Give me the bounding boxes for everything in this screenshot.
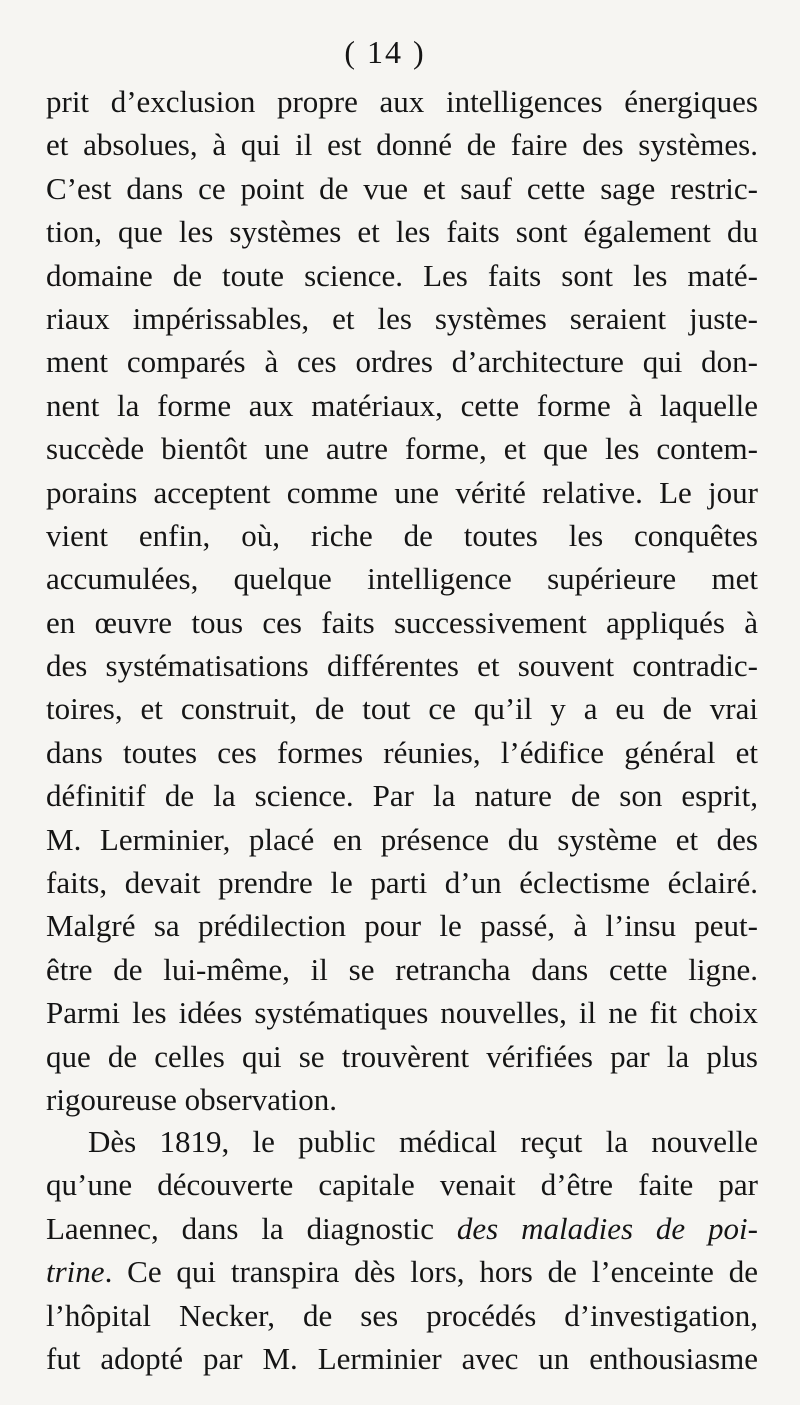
text-line: nent la forme aux matériaux, cette forme à laquelle [46,387,758,423]
text-line: faits, devait prendre le parti d’un éclectisme éclairé. [46,865,758,901]
italic-title-segment: des maladies de poi- [456,1210,758,1246]
text-line: vient enfin, où, riche de toutes les conquêtes [46,517,758,553]
text-line: C’est dans ce point de vue et sauf cette sage restric- [46,170,758,206]
italic-title-segment: trine [46,1254,105,1290]
text-segment: Laennec, dans la diagnostic [46,1210,457,1246]
text-line: domaine de toute science. Les faits sont les maté- [46,257,758,293]
text-line: définitif de la science. Par la nature de son esprit, [46,778,758,814]
text-line [46,1207,758,1250]
text-line: l’hôpital Necker, de ses procédés d’investigation, [46,1297,758,1333]
text-line: riaux impérissables, et les systèmes seraient juste- [46,300,758,336]
text-line: en œuvre tous ces faits successivement appliqués à [46,604,758,640]
text-line: Parmi les idées systématiques nouvelles, il ne fit choix [46,995,758,1031]
text-segment: . Ce qui transpira dès lors, hors de l’enceinte de [104,1254,758,1290]
text-line: et absolues, à qui il est donné de faire des systèmes. [46,127,758,163]
text-line: accumulées, quelque intelligence supérieure met [46,561,758,597]
text-line: tion, que les systèmes et les faits sont également du [46,214,758,250]
text-line: M. Lerminier, placé en présence du système et des [46,821,758,857]
text-line: fut adopté par M. Lerminier avec un enthousiasme [46,1340,758,1376]
text-line: ment comparés à ces ordres d’architecture qui don- [46,344,758,380]
page-number: ( 14 ) [344,34,426,70]
paragraph-2 [46,1120,758,1380]
text-line: qu’une découverte capitale venait d’être faite par [46,1167,758,1203]
text-line: toires, et construit, de tout ce qu’il y a eu de vrai [46,691,758,727]
paragraph-1 [46,80,758,1121]
text-line: que de celles qui se trouvèrent vérifiées par la plus [46,1038,758,1074]
text-line: rigoureuse observation. [46,1081,337,1117]
text-line: prit d’exclusion propre aux intelligences énergiques [46,84,758,119]
text-line: des systématisations différentes et souvent contradic- [46,648,758,684]
text-line: dans toutes ces formes réunies, l’édifice général et [46,734,758,770]
text-line: Dès 1819, le public médical reçut la nouvelle [88,1124,758,1159]
text-line: succède bientôt une autre forme, et que les contem- [46,431,758,467]
text-line [46,1250,758,1293]
text-line: Malgré sa prédilection pour le passé, à l’insu peut- [46,908,758,944]
text-line: porains acceptent comme une vérité relative. Le jour [46,474,758,510]
text-line: être de lui-même, il se retrancha dans cette ligne. [46,951,758,987]
